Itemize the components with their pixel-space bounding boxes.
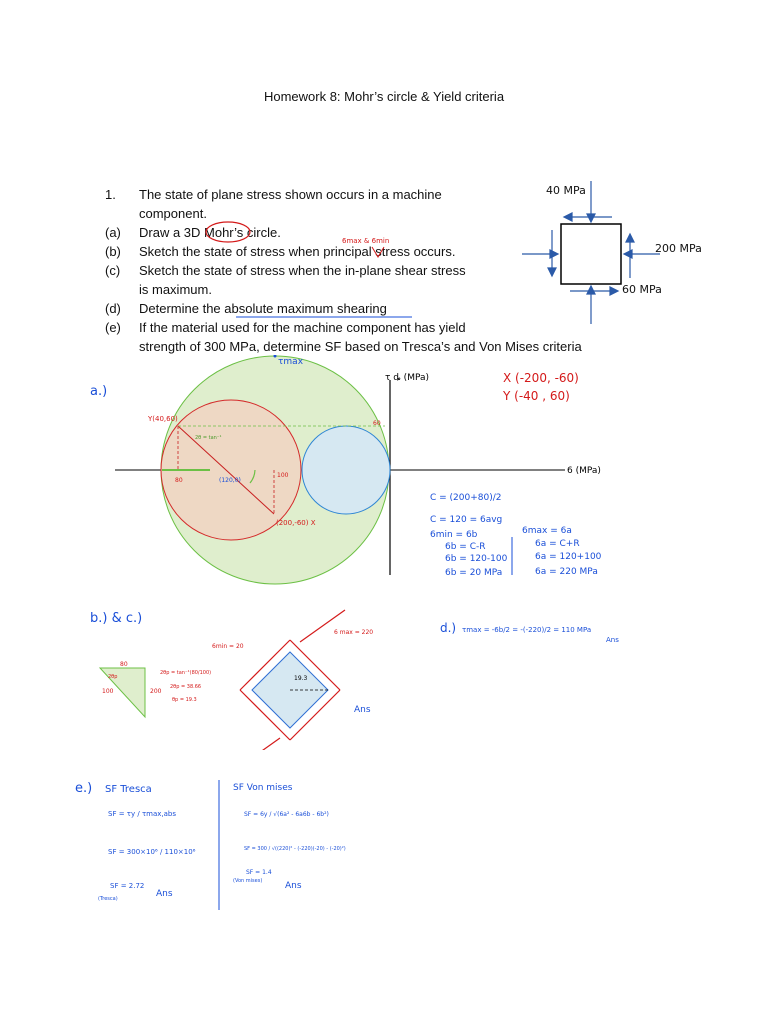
part-e-label: e.) [75,781,93,796]
vonmises-heading: SF Von mises [233,783,293,793]
sigma-max-label: 6 max = 220 [334,629,374,636]
calc-line-4: 6b = C-R [445,542,486,552]
angle-note: 2θ = tan⁻¹ [195,435,222,441]
calc-line-2: C = 120 = 6avg [430,515,503,525]
triangle-angle: 2θp [108,674,118,680]
stress-label-200: 200 MPa [655,242,702,255]
triangle-100: 100 [102,688,114,695]
vonmises-result: SF = 1.4 [246,869,272,876]
point-y-label: Y(40,60) [148,415,178,423]
calc-line-3: 6min = 6b [430,530,478,540]
page-title: Homework 8: Mohr’s circle & Yield criteria [263,89,505,104]
part-d-label: (d) [105,301,121,316]
tick-60: 60 [373,420,381,427]
center-label: (120,0) [219,477,241,484]
calc-line-1: C = (200+80)/2 [430,493,502,503]
part-a-label: (a) [105,225,121,240]
tau-max-label: τmax [278,357,304,367]
triangle-80: 80 [120,661,128,668]
calc-right-2: 6a = C+R [535,539,580,549]
part-b-text: Sketch the state of stress when principal stress occurs. [139,244,456,259]
problem-number: 1. [105,187,116,202]
part-e-text: If the material used for the machine component has yield [139,320,466,335]
small-circle [302,426,390,514]
calc-line-6: 6b = 20 MPa [445,568,503,578]
calc-right-4: 6a = 220 MPa [535,567,598,577]
sigma-min-label: 6min = 20 [212,643,244,650]
mohr-circle-highlight [206,222,250,242]
principal-caret [372,247,384,257]
calc-right-3: 6a = 120+100 [535,552,602,562]
part-c-label: (c) [105,263,121,278]
part-bc-label: b.) & c.) [90,611,143,626]
tick-80: 80 [175,477,183,484]
part-d-label: d.) [440,621,457,635]
tresca-answer: Ans [156,889,173,899]
mohr-circle-diagram [0,355,768,595]
sigma-axis-label: 6 (MPa) [567,466,601,476]
stress-element-figure [520,178,730,328]
part-e-text-cont: strength of 300 MPa, determine SF based on Tresca’s and Von Mises criteria [139,339,582,354]
part-d-solution [430,612,650,652]
calc-line-5: 6b = 120-100 [445,554,508,564]
stress-element-square [561,224,621,284]
tresca-result: SF = 2.72 [110,882,145,890]
bc-answer: Ans [354,705,371,715]
vonmises-eq1: SF = 6y / √(6a² - 6a6b - 6b²) [244,811,329,818]
part-d-text: Determine the absolute maximum shearing [139,301,387,316]
triangle-note-3: θp = 19.3 [172,697,197,703]
part-e-label: (e) [105,320,121,335]
problem-line-2: component. [139,206,207,221]
calc-right-1: 6max = 6a [522,526,572,536]
tresca-sub: (Tresca) [98,896,118,902]
triangle-200: 200 [150,688,162,695]
part-c-text-cont: is maximum. [139,282,212,297]
tresca-heading: SF Tresca [105,784,152,795]
principal-annotation: 6max & 6min [342,237,390,245]
tick-100: 100 [277,472,289,479]
part-e-solution [0,770,420,920]
rotation-angle: 19.3 [294,675,308,682]
principal-stress-diagram [0,600,430,750]
point-x-coord: X (-200, -60) [503,371,579,385]
point-y-coord: Y (-40 , 60) [503,389,570,403]
triangle-note-1: 2θp = tan⁻¹(80/100) [160,670,212,676]
vonmises-answer: Ans [285,881,302,891]
triangle-note-2: 2θp = 38.66 [170,684,202,690]
point-x-label: (200,-60) X [276,519,316,527]
part-d-equation: τmax = -6b/2 = -(-220)/2 = 110 MPa [462,626,592,634]
part-b-label: (b) [105,244,121,259]
stress-label-40: 40 MPa [546,184,586,197]
vonmises-eq2: SF = 300 / √((220)² - (-220)(-20) - (-20)²) [244,846,346,852]
part-d-answer: Ans [606,636,619,644]
part-a-label: a.) [90,384,108,399]
part-a-text: Draw a 3D Mohr’s circle. [139,225,281,240]
problem-line-1: The state of plane stress shown occurs in a machine [139,187,442,202]
tresca-eq2: SF = 300×10⁶ / 110×10⁶ [108,848,196,856]
vonmises-sub: (Von mises) [233,878,263,884]
part-c-text: Sketch the state of stress when the in-plane shear stress [139,263,466,278]
stress-label-60: 60 MPa [622,283,662,296]
tresca-eq1: SF = τy / τmax,abs [108,810,177,818]
tau-axis-label: τ ȡ (MPa) [385,373,430,383]
